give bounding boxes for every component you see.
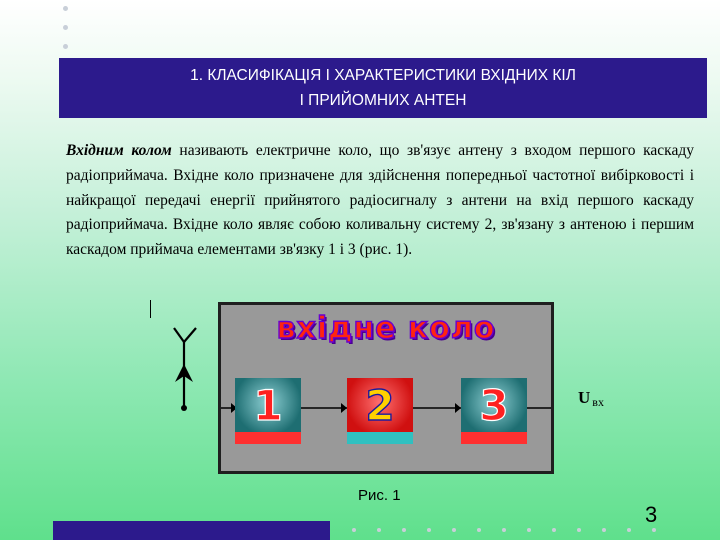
coupling-element-3 — [461, 378, 527, 444]
slide-title-line-2: І ПРИЙОМНИХ АНТЕН — [299, 92, 467, 109]
bottom-decor-bar — [53, 521, 330, 540]
oscillating-system-2 — [347, 378, 413, 444]
oscillating-system-2-base — [347, 432, 413, 444]
output-voltage-label — [578, 388, 604, 410]
coupling-element-3-base — [461, 432, 527, 444]
term-emphasis: Вхідним колом — [66, 142, 172, 159]
oscillating-system-2-label: 2 — [347, 378, 413, 432]
input-circuit-box — [218, 302, 554, 474]
coupling-element-1-label: 1 — [235, 378, 301, 432]
page-number: 3 — [645, 502, 658, 527]
coupling-element-1-base — [235, 432, 301, 444]
body-paragraph — [66, 139, 694, 263]
decorative-dots-vertical — [61, 6, 69, 63]
coupling-element-3-label: 3 — [461, 378, 527, 432]
output-voltage-symbol: U — [578, 388, 591, 407]
figure-caption: Рис. 1 — [358, 487, 401, 504]
output-voltage-subscript: вх — [592, 395, 604, 409]
input-circuit-label: вхідне коло — [276, 311, 496, 346]
slide-title-line-1: 1. КЛАСИФІКАЦІЯ І ХАРАКТЕРИСТИКИ ВХІДНИХ КІЛ — [190, 67, 576, 84]
coupling-element-1 — [235, 378, 301, 444]
paragraph-text: називають електричне коло, що зв'язує антену з входом першого каскаду радіоприймача. Вхідне коло призначене для здійснення попередньої частотної вибірковості і найкращої передачі енергії прийнятого радіосигналу з антени на вхід першого каскаду радіоприймача. Вхідне коло являє собою коливальну систему 2, зв'язану з антеною і першим каскадом приймача елементами зв'язку 1 і 3 (рис. 1). — [66, 142, 694, 259]
text-cursor-mark — [150, 300, 151, 318]
slide-title — [59, 58, 707, 118]
decorative-dots-horizontal — [352, 528, 672, 534]
